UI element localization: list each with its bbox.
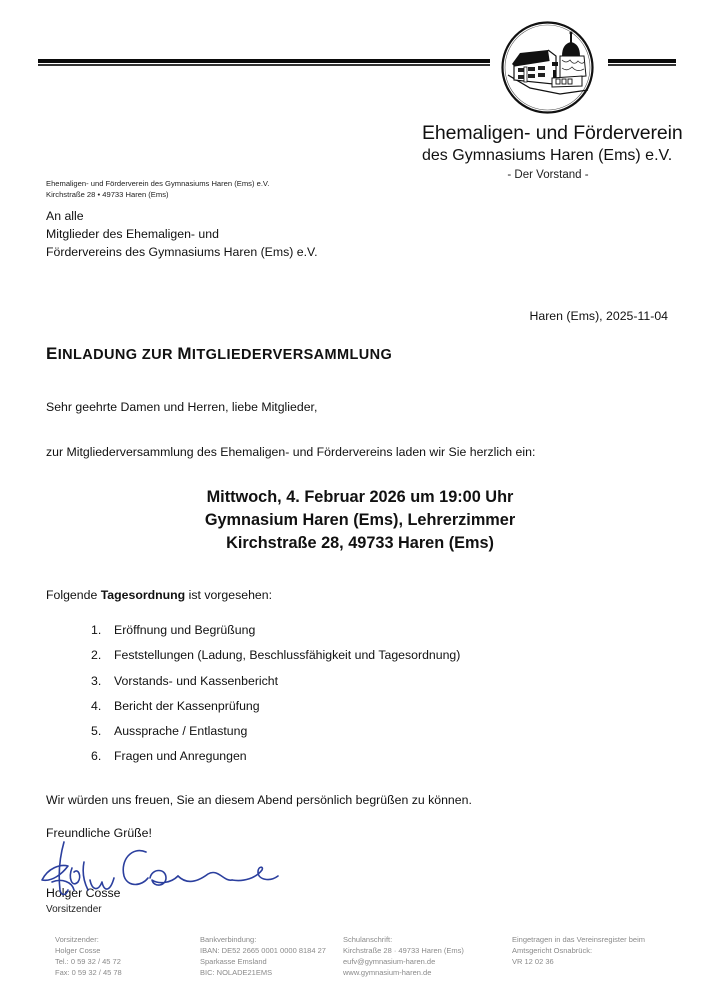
footer-address: Kirchstraße 28 · 49733 Haren (Ems): [343, 946, 464, 955]
org-name-line1: Ehemaligen- und Förderverein: [422, 122, 683, 144]
agenda-item-number: 3.: [91, 673, 102, 688]
footer-registry: [512, 934, 645, 967]
signer-role: Vorsitzender: [46, 904, 102, 915]
agenda-item: [91, 724, 460, 749]
footer-website-link[interactable]: www.gymnasium-haren.de: [343, 968, 432, 977]
agenda-item-text: Fragen und Anregungen: [114, 749, 247, 764]
footer-bank-name: Sparkasse Emsland: [200, 957, 267, 966]
recipient-address: [46, 207, 318, 261]
footer-court: Amtsgericht Osnabrück:: [512, 946, 593, 955]
sender-line: Ehemaligen- und Förderverein des Gymnasiums Haren (Ems) e.V.: [46, 179, 270, 188]
agenda-intro: [46, 588, 272, 602]
title-text: ITGLIEDERVERSAMMLUNG: [191, 347, 393, 363]
agenda-intro-bold: Tagesordnung: [100, 588, 186, 602]
org-name-line2: des Gymnasiums Haren (Ems) e.V.: [422, 147, 673, 164]
agenda-intro-prefix: Folgende: [46, 588, 101, 602]
agenda-item-text: Vorstands- und Kassenbericht: [114, 673, 279, 688]
footer-label: Schulanschrift:: [343, 935, 393, 944]
regards-text: Freundliche Grüße!: [46, 826, 152, 840]
signer-name: Holger Cosse: [46, 886, 121, 900]
agenda-item: [91, 674, 460, 699]
recipient-line: Mitglieder des Ehemaligen- und: [46, 227, 219, 241]
agenda-item-text: Eröffnung und Begrüßung: [114, 623, 256, 637]
agenda-intro-suffix: ist vorgesehen:: [185, 588, 272, 602]
footer-phone: Tel.: 0 59 32 / 45 72: [55, 957, 121, 966]
recipient-line: Fördervereins des Gymnasiums Haren (Ems) e.V.: [46, 245, 318, 259]
agenda-item: [91, 699, 460, 724]
event-address: Kirchstraße 28, 49733 Haren (Ems): [226, 534, 494, 552]
header-rule-left: [38, 59, 490, 66]
letter-date: Haren (Ems), 2025-11-04: [529, 309, 668, 323]
school-building-logo-icon: [500, 20, 595, 115]
footer-chairman: [55, 934, 122, 978]
agenda-item: [91, 648, 460, 673]
footer-label: Eingetragen in das Vereinsregister beim: [512, 935, 645, 944]
closing-text: Wir würden uns freuen, Sie an diesem Abend persönlich begrüßen zu können.: [46, 793, 472, 807]
footer-iban: IBAN: DE52 2665 0001 0000 8184 27: [200, 946, 326, 955]
handwritten-signature-icon: [38, 838, 298, 904]
event-datetime: Mittwoch, 4. Februar 2026 um 19:00 Uhr: [206, 488, 514, 506]
agenda-item: [91, 623, 460, 648]
agenda-item-number: 5.: [91, 724, 102, 739]
agenda-list: [91, 623, 460, 775]
sender-address: [46, 178, 269, 200]
footer-bic: BIC: NOLADE21EMS: [200, 968, 273, 977]
footer-school-address: [343, 934, 464, 978]
agenda-item-number: 6.: [91, 749, 102, 764]
agenda-item-text: Bericht der Kassenprüfung: [114, 698, 260, 713]
footer-fax: Fax: 0 59 32 / 45 78: [55, 968, 122, 977]
footer-bank: [200, 934, 326, 978]
intro-text: zur Mitgliederversammlung des Ehemaligen- und Fördervereins laden wir Sie herzlich ein:: [46, 445, 536, 459]
recipient-line: An alle: [46, 209, 84, 223]
footer-registry-number: VR 12 02 36: [512, 957, 554, 966]
agenda-item-number: 2.: [91, 648, 102, 663]
agenda-item-number: 4.: [91, 698, 102, 713]
agenda-item-text: Feststellungen (Ladung, Beschlussfähigkeit und Tagesordnung): [114, 648, 461, 663]
agenda-item-text: Aussprache / Entlastung: [114, 724, 248, 739]
letter-title: [46, 344, 392, 364]
salutation: Sehr geehrte Damen und Herren, liebe Mitglieder,: [46, 400, 318, 414]
title-text: INLADUNG ZUR: [57, 347, 178, 363]
title-initial: M: [177, 344, 192, 363]
title-initial: E: [46, 344, 58, 363]
event-details: [0, 486, 720, 555]
header-rule-right: [608, 59, 676, 66]
event-location: Gymnasium Haren (Ems), Lehrerzimmer: [204, 511, 516, 529]
footer-label: Vorsitzender:: [55, 935, 99, 944]
footer-label: Bankverbindung:: [200, 935, 257, 944]
agenda-item: [91, 749, 460, 774]
footer-value: Holger Cosse: [55, 946, 101, 955]
sender-line: Kirchstraße 28 • 49733 Haren (Ems): [46, 190, 169, 199]
agenda-item-number: 1.: [91, 623, 102, 637]
org-subtitle: - Der Vorstand -: [507, 169, 589, 181]
footer-email-link[interactable]: eufv@gymnasium-haren.de: [343, 957, 436, 966]
